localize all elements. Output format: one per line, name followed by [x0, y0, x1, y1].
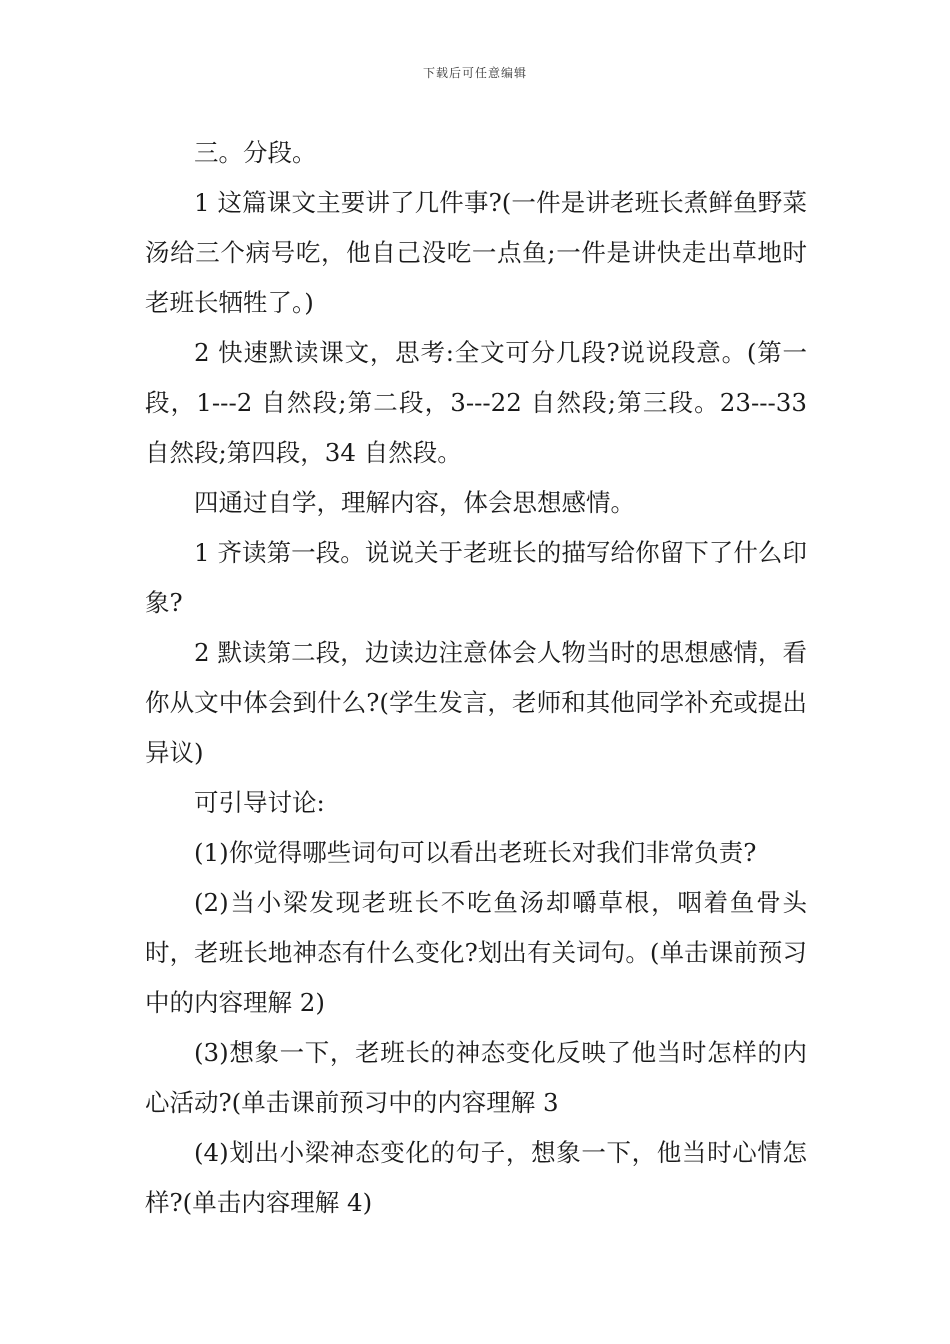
- document-body: [145, 128, 807, 1228]
- page-header: 下载后可任意编辑: [422, 66, 527, 80]
- paragraph-question-2: 2 快速默读课文，思考:全文可分几段?说说段意。(第一段，1---2 自然段;第二段，3---22 自然段;第三段。23---33 自然段;第四段，34 自然段。: [145, 338, 807, 467]
- paragraph-read-first-section: 1 齐读第一段。说说关于老班长的描写给你留下了什么印象?: [145, 538, 807, 617]
- paragraph-discussion-4: (4)划出小梁神态变化的句子，想象一下，他当时心情怎样?(单击内容理解 4): [145, 1138, 807, 1217]
- section-heading-divide: 三。分段。: [194, 138, 317, 167]
- paragraph-discussion-3: (3)想象一下，老班长的神态变化反映了他当时怎样的内心活动?(单击课前预习中的内容理解 3: [145, 1038, 807, 1117]
- paragraph-question-1: 1 这篇课文主要讲了几件事?(一件是讲老班长煮鲜鱼野菜汤给三个病号吃，他自己没吃一点鱼;一件是讲快走出草地时老班长牺牲了。): [145, 188, 807, 317]
- paragraph-discussion-intro: 可引导讨论:: [194, 788, 325, 817]
- paragraph-discussion-1: (1)你觉得哪些词句可以看出老班长对我们非常负责?: [194, 838, 757, 867]
- paragraph-discussion-2: (2)当小梁发现老班长不吃鱼汤却嚼草根，咽着鱼骨头时，老班长地神态有什么变化?划出有关词句。(单击课前预习中的内容理解 2): [145, 888, 807, 1017]
- section-heading-self-study: 四通过自学，理解内容，体会思想感情。: [194, 488, 635, 517]
- paragraph-read-second-section: 2 默读第二段，边读边注意体会人物当时的思想感情，看你从文中体会到什么?(学生发言，老师和其他同学补充或提出异议): [145, 638, 807, 767]
